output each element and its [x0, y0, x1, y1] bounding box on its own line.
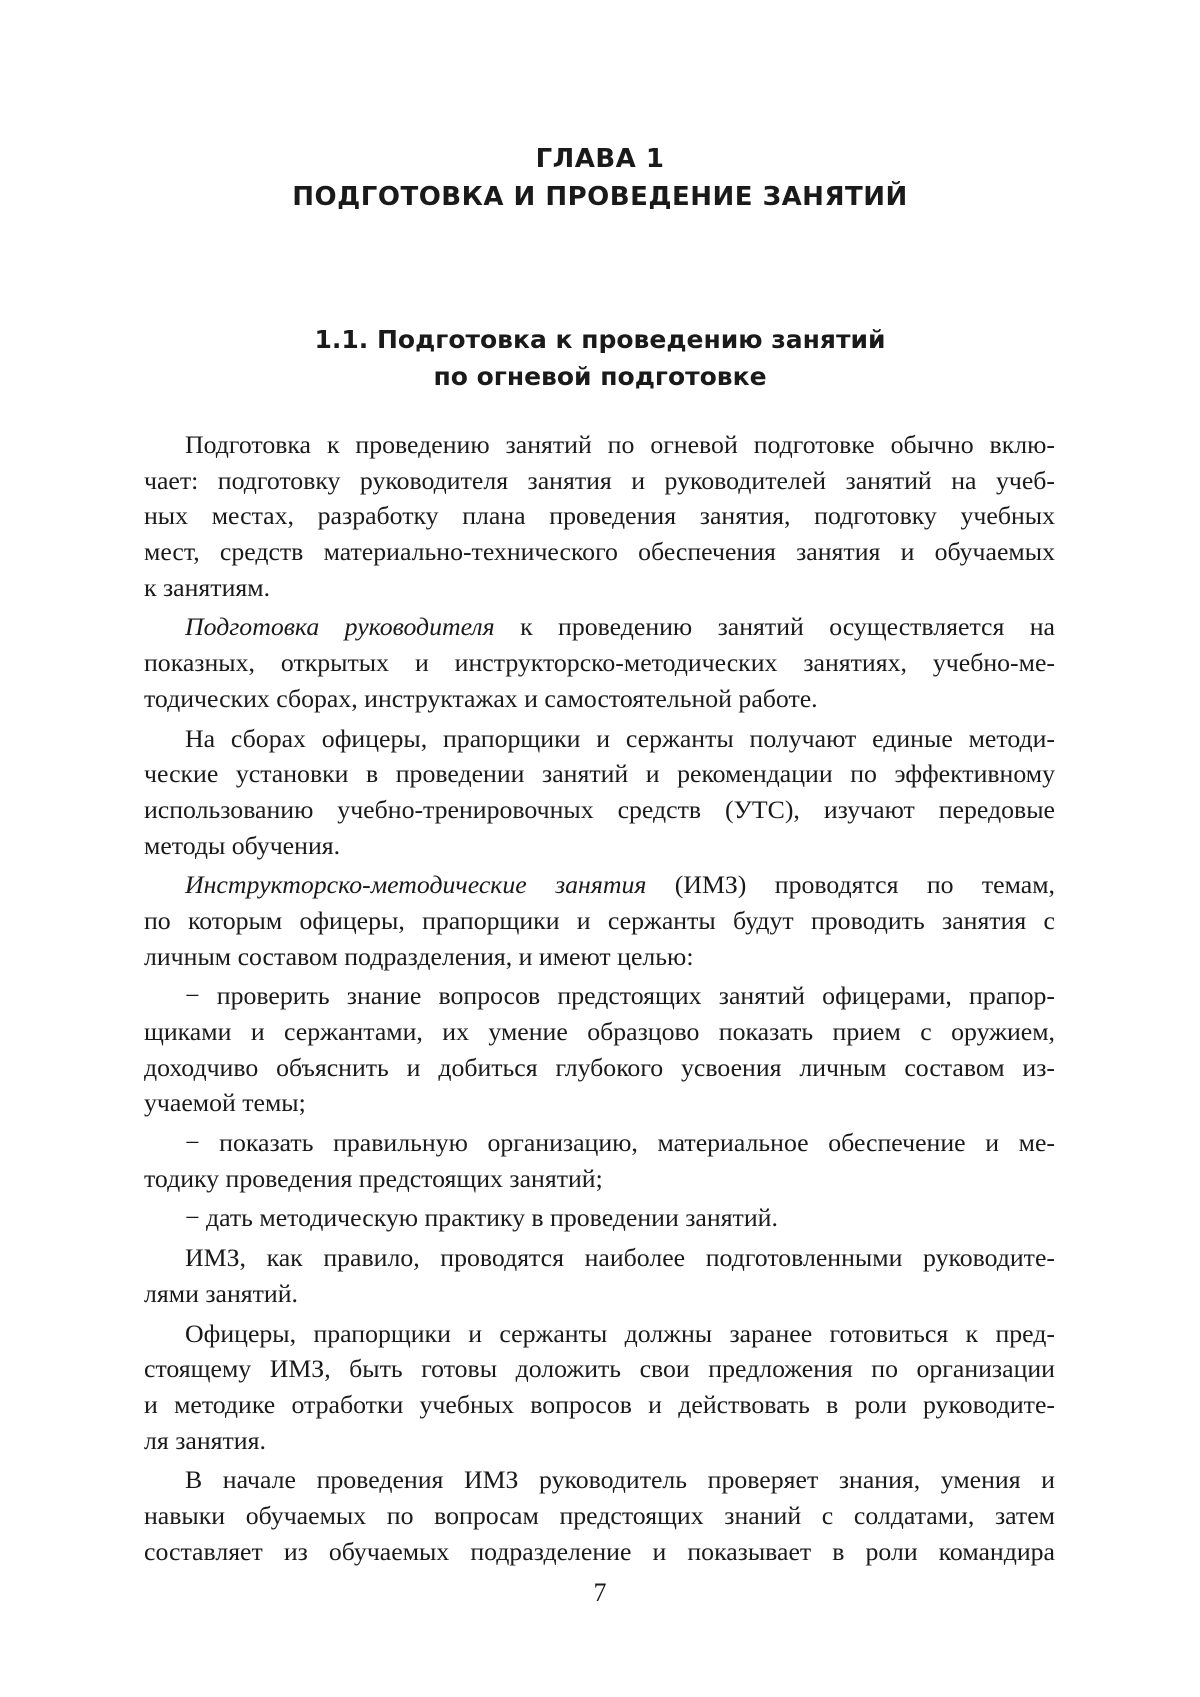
paragraph	[144, 1200, 1055, 1236]
text-line: лями занятий.	[144, 1278, 298, 1308]
text-line: к занятиям.	[144, 572, 271, 602]
text-line: личным составом подразделения, и имеют целью:	[144, 941, 694, 971]
text-line: ческие установки в проведении занятий и рекомендации по эффективному	[144, 759, 1055, 789]
chapter-name: ПОДГОТОВКА И ПРОВЕДЕНИЕ ЗАНЯТИЙ	[292, 182, 908, 212]
paragraph	[144, 721, 1055, 864]
paragraph	[144, 1240, 1055, 1311]
text-line: навыки обучаемых по вопросам предстоящих знаний с солдатами, затем	[144, 1500, 1055, 1530]
text-line: На сборах офицеры, прапорщики и сержанты получают единые методи-	[185, 723, 1055, 753]
text-line: использованию учебно-тренировочных средств (УТС), изучают передовые	[144, 794, 1055, 824]
text-line: учаемой темы;	[144, 1088, 306, 1118]
text-line: тодику проведения предстоящих занятий;	[144, 1163, 603, 1193]
text-line: методы обучения.	[144, 830, 341, 860]
paragraph	[144, 867, 1055, 974]
paragraph	[144, 1125, 1055, 1196]
text-line: мест, средств материально-технического обеспечения занятия и обучаемых	[144, 537, 1055, 567]
section-title-line-1: 1.1. Подготовка к проведению занятий	[314, 325, 886, 354]
text-line: Подготовка к проведению занятий по огневой подготовке обычно вклю-	[185, 430, 1055, 459]
section-title-line-2: по огневой подготовке	[433, 362, 767, 391]
body-text	[144, 427, 1055, 1573]
text-line: доходчиво объяснить и добиться глубокого усвоения личным составом из-	[144, 1052, 1055, 1082]
text-line-rest: к проведению занятий осуществляется на	[494, 612, 1056, 642]
paragraph	[144, 978, 1055, 1121]
text-line: ИМЗ, как правило, проводятся наиболее подготовленными руководите-	[185, 1243, 1055, 1273]
paragraph	[144, 1316, 1055, 1459]
text-line: стоящему ИМЗ, быть готовы доложить свои предложения по организации	[144, 1354, 1055, 1384]
emphasized-term: Подготовка руководителя	[185, 612, 495, 642]
text-line: ных местах, разработку плана проведения занятия, подготовку учебных	[144, 501, 1055, 531]
section-title	[0, 321, 1200, 395]
text-line: Офицеры, прапорщики и сержанты должны заранее готовиться к пред-	[185, 1318, 1055, 1348]
text-line: − показать правильную организацию, материальное обеспечение и ме-	[185, 1128, 1055, 1158]
chapter-number: ГЛАВА 1	[535, 144, 665, 174]
text-line: показных, открытых и инструкторско-методических занятиях, учебно-ме-	[144, 648, 1055, 678]
paragraph	[144, 1462, 1055, 1569]
text-line: чает: подготовку руководителя занятия и руководителей занятий на учеб-	[144, 465, 1055, 495]
paragraph	[144, 427, 1055, 605]
text-line: и методике отработки учебных вопросов и действовать в роли руководите-	[144, 1389, 1055, 1419]
text-line	[144, 609, 1055, 645]
text-line: ля занятия.	[144, 1425, 266, 1455]
emphasized-term: Инструкторско-методические занятия	[185, 870, 647, 900]
chapter-title	[0, 140, 1200, 216]
text-line: составляет из обучаемых подразделение и показывает в роли командира	[144, 1536, 1055, 1566]
text-line: по которым офицеры, прапорщики и сержанты будут проводить занятия с	[144, 905, 1055, 935]
text-line	[144, 867, 1055, 903]
text-line: тодических сборах, инструктажах и самостоятельной работе.	[144, 683, 818, 713]
text-line: щиками и сержантами, их умение образцово показать прием с оружием,	[144, 1017, 1055, 1046]
text-line: − проверить знание вопросов предстоящих занятий офицерами, прапор-	[185, 981, 1055, 1011]
text-line-rest: (ИМЗ) проводятся по темам,	[646, 870, 1055, 900]
text-line: − дать методическую практику в проведении занятий.	[185, 1203, 778, 1233]
paragraph	[144, 609, 1055, 716]
page-number: 7	[593, 1578, 607, 1607]
text-line: В начале проведения ИМЗ руководитель проверяет знания, умения и	[185, 1465, 1055, 1495]
